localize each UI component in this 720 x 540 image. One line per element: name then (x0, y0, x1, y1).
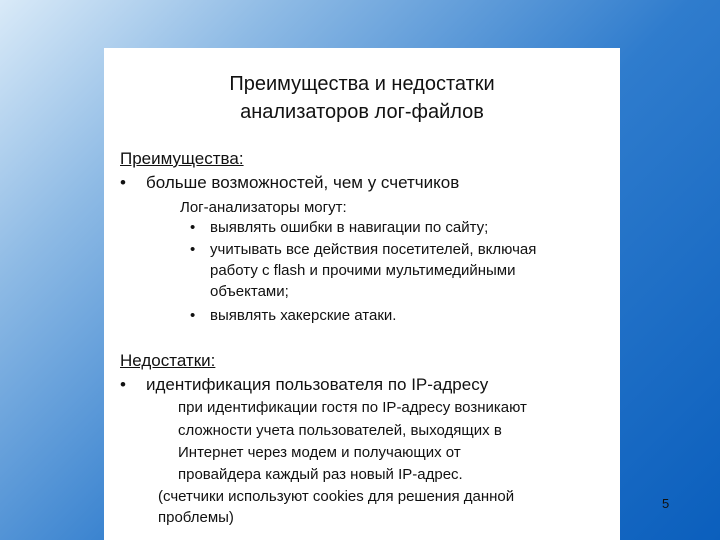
sub-bullet-1: • (190, 219, 196, 236)
advantages-point: больше возможностей, чем у счетчиков (146, 173, 460, 192)
advantages-bullet: • (120, 173, 126, 192)
title-line-1: Преимущества и недостатки (229, 73, 495, 95)
disadvantages-heading: Недостатки: (120, 351, 216, 370)
disadvantage-detail-4: провайдера каждый раз новый IP-адрес. (178, 466, 463, 483)
slide-panel (104, 48, 620, 540)
advantage-item-3: выявлять хакерские атаки. (210, 307, 397, 324)
advantage-item-1: выявлять ошибки в навигации по сайту; (210, 219, 489, 236)
advantages-heading: Преимущества: (120, 149, 244, 168)
advantage-item-2-cont: работу с flash и прочими мультимедийными (210, 262, 516, 279)
sub-bullet-3: • (190, 307, 196, 324)
disadvantages-point: идентификация пользователя по IP-адресу (146, 375, 489, 394)
disadvantage-note-1: (счетчики используют cookies для решения данной (158, 488, 515, 505)
disadvantage-detail-3: Интернет через модем и получающих от (178, 444, 461, 461)
sub-bullet-2: • (190, 241, 196, 258)
disadvantage-note-2: проблемы) (158, 509, 234, 526)
slide-title (104, 70, 620, 126)
advantage-item-2-cont2: объектами; (210, 283, 289, 300)
disadvantage-detail-1: при идентификации гостя по IP-адресу возникают (178, 399, 527, 416)
disadvantages-bullet: • (120, 375, 126, 394)
page-number: 5 (662, 496, 670, 511)
title-line-2: анализаторов лог-файлов (240, 101, 484, 123)
disadvantage-detail-2: сложности учета пользователей, выходящих в (178, 422, 502, 439)
analyzers-intro: Лог-анализаторы могут: (180, 199, 347, 216)
advantage-item-2: учитывать все действия посетителей, включая (210, 241, 537, 258)
